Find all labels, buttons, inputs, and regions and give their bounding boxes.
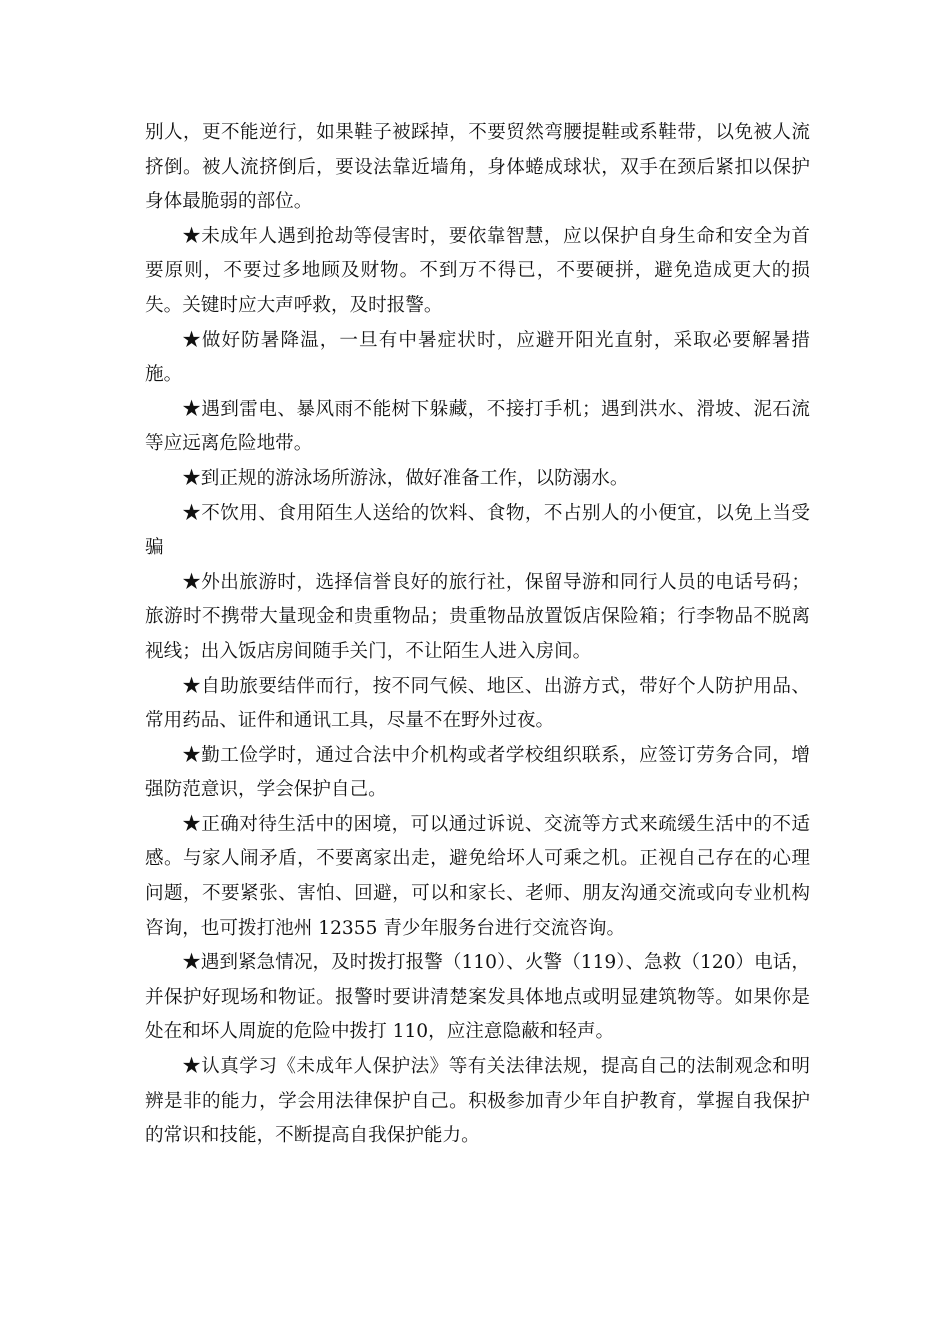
paragraph-emergency: ★遇到紧急情况，及时拨打报警（110）、火警（119）、急救（120）电话，并保护好现场和物证。报警时要讲清楚案发具体地点或明显建筑物等。如果你是处在和坏人周旋的危险中拨打 110，应注意隐蔽和轻声。 [145,952,810,1043]
paragraph-travel: ★外出旅游时，选择信誉良好的旅行社，保留导游和同行人员的电话号码；旅游时不携带大量现金和贵重物品；贵重物品放置饭店保险箱；行李物品不脱离视线；出入饭店房间随手关门，不让陌生人进入房间。 [145,571,810,662]
paragraph-storm: ★遇到雷电、暴风雨不能树下躲藏，不接打手机；遇到洪水、滑坡、泥石流等应远离危险地带。 [145,398,810,455]
paragraph-law: ★认真学习《未成年人保护法》等有关法律法规，提高自己的法制观念和明辨是非的能力，学会用法律保护自己。积极参加青少年自护教育，掌握自我保护的常识和技能，不断提高自我保护能力。 [145,1056,810,1147]
paragraph-robbery: ★未成年人遇到抢劫等侵害时，要依靠智慧，应以保护自身生命和安全为首要原则，不要过多地顾及财物。不到万不得已，不要硬拼，避免造成更大的损失。关键时应大声呼救，及时报警。 [145,225,810,316]
document-page [145,116,810,1154]
paragraph-swimming: ★到正规的游泳场所游泳，做好准备工作，以防溺水。 [182,467,629,489]
paragraph-self-guided-travel: ★自助旅要结伴而行，按不同气候、地区、出游方式，带好个人防护用品、常用药品、证件和通讯工具，尽量不在野外过夜。 [145,675,810,732]
paragraph-work-study: ★勤工俭学时，通过合法中介机构或者学校组织联系，应签订劳务合同，增强防范意识，学会保护自己。 [145,744,810,801]
paragraph-crowd-safety: 别人，更不能逆行，如果鞋子被踩掉，不要贸然弯腰提鞋或系鞋带，以免被人流挤倒。被人流挤倒后，要设法靠近墙角，身体蜷成球状，双手在颈后紧扣以保护身体最脆弱的部位。 [145,122,810,213]
paragraph-heatstroke: ★做好防暑降温，一旦有中暑症状时，应避开阳光直射，采取必要解暑措施。 [145,329,810,386]
paragraph-strangers-food: ★不饮用、食用陌生人送给的饮料、食物，不占别人的小便宜，以免上当受骗 [145,502,810,559]
paragraph-difficulties: ★正确对待生活中的困境，可以通过诉说、交流等方式来疏缓生活中的不适感。与家人闹矛盾，不要离家出走，避免给坏人可乘之机。正视自己存在的心理问题，不要紧张、害怕、回避，可以和家长、老师、朋友沟通交流或向专业机构咨询，也可拨打池州 12355 青少年服务台进行交流咨询。 [145,813,810,939]
